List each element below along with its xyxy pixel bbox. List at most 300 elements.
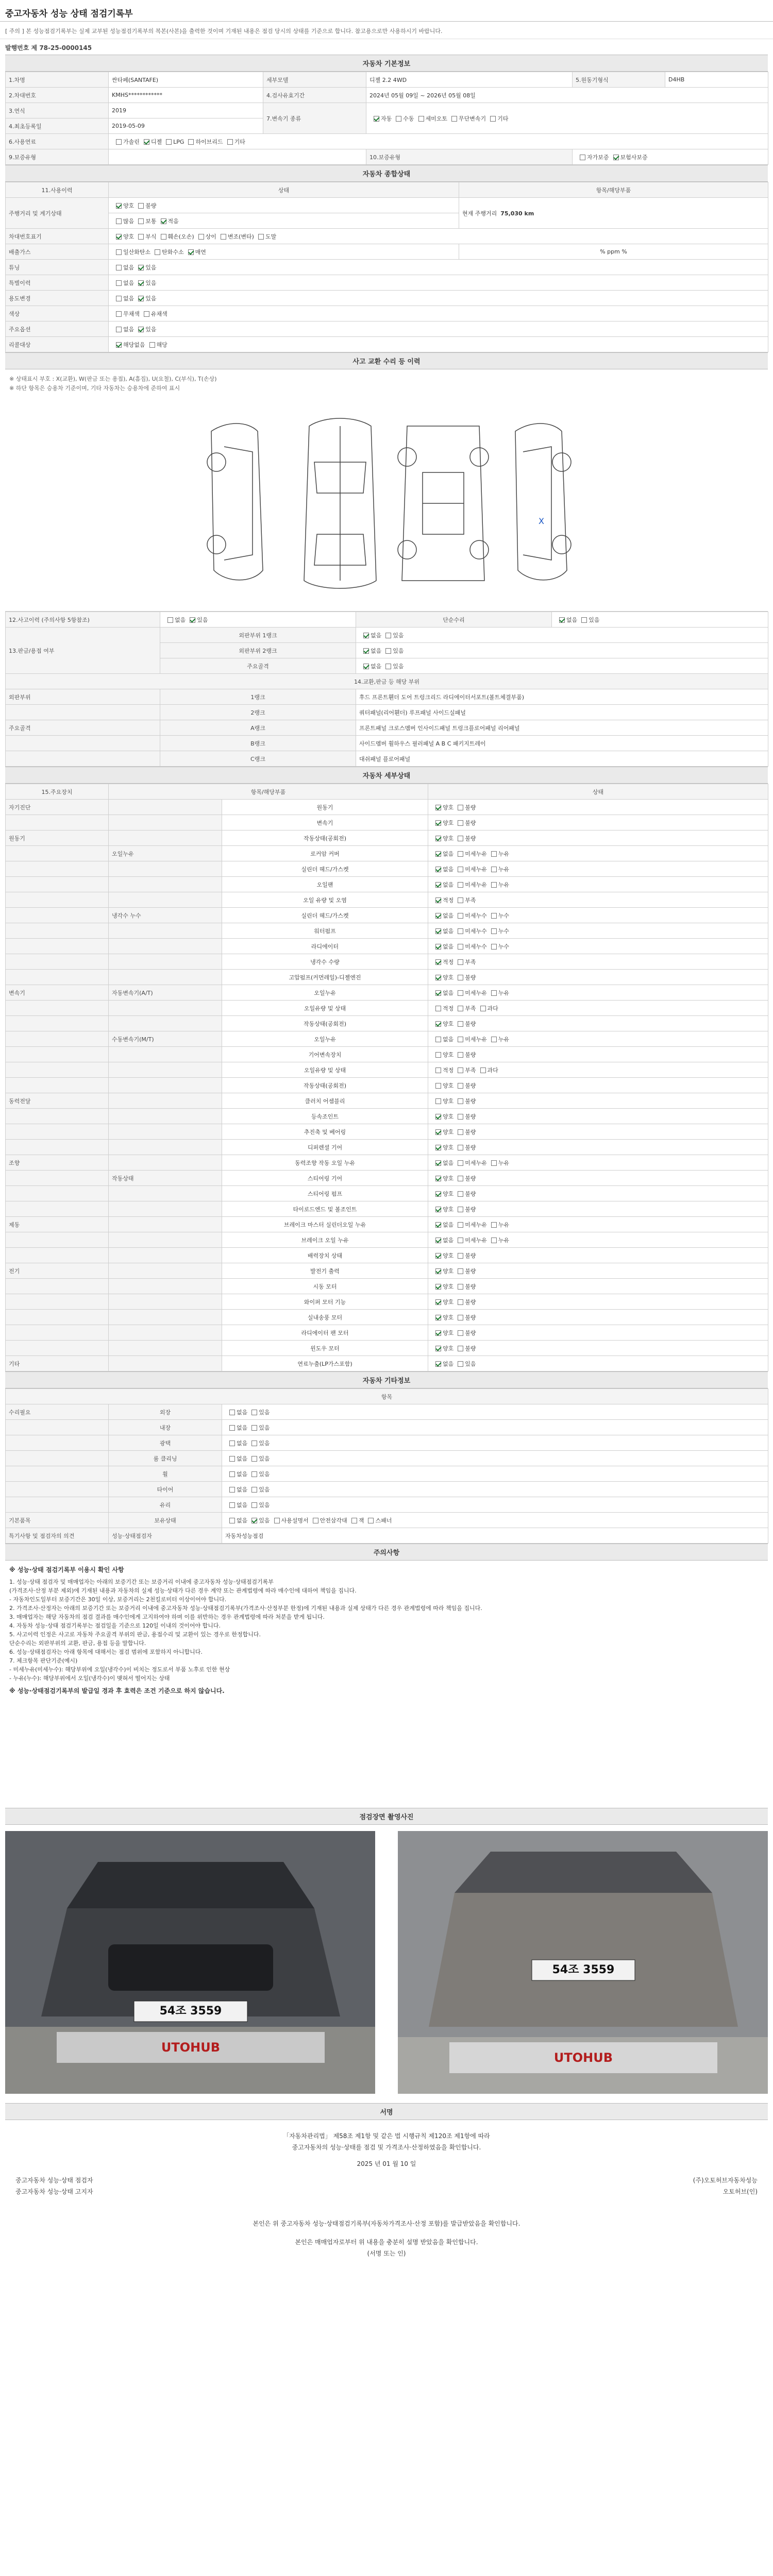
checkbox-icon[interactable] xyxy=(116,249,122,255)
checkbox-option[interactable] xyxy=(487,989,509,997)
checkbox-icon[interactable] xyxy=(458,1098,463,1104)
usage-change-options[interactable] xyxy=(109,291,768,306)
checkbox-option[interactable] xyxy=(134,279,156,287)
checkbox-icon[interactable] xyxy=(258,234,264,240)
checkbox-option[interactable] xyxy=(112,248,150,256)
checkbox-option[interactable] xyxy=(577,616,599,624)
checkbox-option[interactable] xyxy=(247,1423,270,1432)
checkbox-option[interactable] xyxy=(487,1035,509,1043)
checkbox-option[interactable] xyxy=(453,1267,476,1275)
checkbox-option[interactable] xyxy=(453,1050,476,1059)
checked-box-icon[interactable] xyxy=(435,928,441,934)
checkbox-icon[interactable] xyxy=(221,234,226,240)
checked-box-icon[interactable] xyxy=(435,836,441,841)
checkbox-icon[interactable] xyxy=(229,1456,235,1462)
exhaust-options[interactable] xyxy=(109,244,459,260)
checkbox-icon[interactable] xyxy=(458,1361,463,1367)
checkbox-option[interactable] xyxy=(112,325,134,333)
mileage-level-options[interactable] xyxy=(109,213,459,229)
checkbox-option[interactable] xyxy=(223,138,245,146)
checkbox-option[interactable] xyxy=(453,1205,476,1213)
checked-box-icon[interactable] xyxy=(363,664,369,669)
checkbox-icon[interactable] xyxy=(251,1410,257,1415)
detail-status[interactable] xyxy=(428,1201,768,1217)
checkbox-icon[interactable] xyxy=(116,311,122,317)
checkbox-option[interactable] xyxy=(431,958,453,966)
checkbox-icon[interactable] xyxy=(491,1222,497,1228)
other-options[interactable] xyxy=(222,1482,768,1497)
checkbox-option[interactable] xyxy=(431,1282,453,1291)
warranty-options[interactable] xyxy=(573,149,768,165)
checked-box-icon[interactable] xyxy=(559,617,565,623)
checkbox-icon[interactable] xyxy=(458,897,463,903)
checkbox-icon[interactable] xyxy=(229,1410,235,1415)
checkbox-option[interactable] xyxy=(453,1020,476,1028)
checked-box-icon[interactable] xyxy=(116,234,122,240)
checkbox-option[interactable] xyxy=(453,1344,476,1352)
detail-status[interactable] xyxy=(428,970,768,985)
checkbox-icon[interactable] xyxy=(229,1502,235,1508)
checkbox-option[interactable] xyxy=(576,153,609,161)
checkbox-option[interactable] xyxy=(555,616,577,624)
other-options[interactable] xyxy=(222,1497,768,1513)
checkbox-option[interactable] xyxy=(431,1143,453,1151)
checkbox-option[interactable] xyxy=(453,1190,476,1198)
checkbox-option[interactable] xyxy=(247,1516,270,1524)
detail-status[interactable] xyxy=(428,1031,768,1047)
checkbox-icon[interactable] xyxy=(458,1176,463,1181)
other-options[interactable] xyxy=(222,1420,768,1435)
checkbox-option[interactable] xyxy=(431,1004,453,1012)
checkbox-icon[interactable] xyxy=(458,1299,463,1305)
checked-box-icon[interactable] xyxy=(435,1129,441,1135)
checkbox-icon[interactable] xyxy=(396,116,401,122)
checkbox-icon[interactable] xyxy=(116,327,122,332)
detail-status[interactable] xyxy=(428,1109,768,1124)
checkbox-icon[interactable] xyxy=(251,1440,257,1446)
checkbox-option[interactable] xyxy=(112,232,134,241)
checkbox-icon[interactable] xyxy=(368,1518,374,1523)
checkbox-option[interactable] xyxy=(431,1159,453,1167)
checkbox-icon[interactable] xyxy=(458,944,463,950)
checkbox-option[interactable] xyxy=(431,1020,453,1028)
checkbox-icon[interactable] xyxy=(491,851,497,857)
checkbox-option[interactable] xyxy=(431,1112,453,1121)
checkbox-option[interactable] xyxy=(487,1236,509,1244)
checkbox-option[interactable] xyxy=(431,1205,453,1213)
checkbox-option[interactable] xyxy=(431,1066,453,1074)
checkbox-option[interactable] xyxy=(140,138,162,146)
checkbox-option[interactable] xyxy=(134,201,156,210)
detail-status[interactable] xyxy=(428,1217,768,1232)
checkbox-option[interactable] xyxy=(431,1221,453,1229)
checked-box-icon[interactable] xyxy=(435,1207,441,1212)
checkbox-icon[interactable] xyxy=(351,1518,357,1523)
checkbox-option[interactable] xyxy=(431,803,453,811)
checkbox-option[interactable] xyxy=(453,1282,476,1291)
checkbox-option[interactable] xyxy=(453,1128,476,1136)
other-options[interactable] xyxy=(222,1404,768,1420)
checked-box-icon[interactable] xyxy=(190,617,195,623)
checkbox-option[interactable] xyxy=(225,1516,247,1524)
checkbox-option[interactable] xyxy=(453,819,476,827)
checkbox-option[interactable] xyxy=(247,1470,270,1478)
checkbox-icon[interactable] xyxy=(138,218,144,224)
checkbox-icon[interactable] xyxy=(458,1145,463,1150)
checkbox-icon[interactable] xyxy=(458,1006,463,1011)
checkbox-option[interactable] xyxy=(225,1485,247,1494)
checked-box-icon[interactable] xyxy=(435,913,441,919)
checkbox-icon[interactable] xyxy=(491,944,497,950)
checkbox-option[interactable] xyxy=(414,114,448,123)
checkbox-icon[interactable] xyxy=(138,203,144,209)
checkbox-icon[interactable] xyxy=(458,820,463,826)
checkbox-option[interactable] xyxy=(431,1313,453,1321)
detail-status[interactable] xyxy=(428,1263,768,1279)
detail-status[interactable] xyxy=(428,1124,768,1140)
checkbox-icon[interactable] xyxy=(458,1268,463,1274)
detail-status[interactable] xyxy=(428,1325,768,1341)
checkbox-option[interactable] xyxy=(134,263,156,272)
vin-mark-options[interactable] xyxy=(109,229,768,244)
detail-status[interactable] xyxy=(428,846,768,861)
checkbox-icon[interactable] xyxy=(229,1471,235,1477)
checkbox-option[interactable] xyxy=(254,232,276,241)
checkbox-icon[interactable] xyxy=(251,1456,257,1462)
checkbox-option[interactable] xyxy=(453,1066,476,1074)
checkbox-option[interactable] xyxy=(216,232,254,241)
checkbox-icon[interactable] xyxy=(116,265,122,270)
checkbox-option[interactable] xyxy=(381,647,404,655)
checkbox-option[interactable] xyxy=(247,1485,270,1494)
checkbox-option[interactable] xyxy=(194,232,216,241)
checkbox-icon[interactable] xyxy=(385,633,391,638)
checkbox-icon[interactable] xyxy=(435,1083,441,1089)
checkbox-option[interactable] xyxy=(453,1143,476,1151)
detail-status[interactable] xyxy=(428,877,768,892)
checkbox-option[interactable] xyxy=(431,1344,453,1352)
checkbox-option[interactable] xyxy=(453,1174,476,1182)
other-options[interactable] xyxy=(222,1451,768,1466)
checkbox-option[interactable] xyxy=(453,1097,476,1105)
checked-box-icon[interactable] xyxy=(435,805,441,810)
checkbox-icon[interactable] xyxy=(385,648,391,654)
checkbox-icon[interactable] xyxy=(491,913,497,919)
checked-box-icon[interactable] xyxy=(435,1114,441,1120)
special-options[interactable] xyxy=(109,275,768,291)
checkbox-icon[interactable] xyxy=(251,1487,257,1493)
checkbox-option[interactable] xyxy=(453,1159,487,1167)
checkbox-icon[interactable] xyxy=(480,1006,486,1011)
checkbox-icon[interactable] xyxy=(458,851,463,857)
checkbox-icon[interactable] xyxy=(198,234,204,240)
detail-status[interactable] xyxy=(428,861,768,877)
detail-status[interactable] xyxy=(428,1016,768,1031)
checkbox-icon[interactable] xyxy=(116,218,122,224)
checked-box-icon[interactable] xyxy=(435,1021,441,1027)
detail-status[interactable] xyxy=(428,892,768,908)
checkbox-icon[interactable] xyxy=(155,249,160,255)
checkbox-option[interactable] xyxy=(453,1221,487,1229)
checkbox-option[interactable] xyxy=(431,1174,453,1182)
checkbox-option[interactable] xyxy=(453,1035,487,1043)
transmission-options[interactable] xyxy=(366,103,768,134)
checkbox-icon[interactable] xyxy=(435,1052,441,1058)
rank1-options[interactable] xyxy=(356,628,768,643)
checkbox-icon[interactable] xyxy=(251,1471,257,1477)
checkbox-option[interactable] xyxy=(453,1112,476,1121)
checkbox-icon[interactable] xyxy=(458,1129,463,1135)
checked-box-icon[interactable] xyxy=(435,1268,441,1274)
detail-status[interactable] xyxy=(428,1062,768,1078)
checkbox-option[interactable] xyxy=(453,896,476,904)
checkbox-option[interactable] xyxy=(487,942,509,951)
checked-box-icon[interactable] xyxy=(435,1191,441,1197)
checkbox-icon[interactable] xyxy=(116,296,122,301)
checkbox-option[interactable] xyxy=(431,850,453,858)
checkbox-option[interactable] xyxy=(247,1454,270,1463)
checked-box-icon[interactable] xyxy=(435,975,441,980)
checkbox-icon[interactable] xyxy=(491,1238,497,1243)
checkbox-option[interactable] xyxy=(112,310,140,318)
checked-box-icon[interactable] xyxy=(435,1253,441,1259)
checkbox-option[interactable] xyxy=(431,1251,453,1260)
checkbox-option[interactable] xyxy=(157,232,194,241)
checkbox-icon[interactable] xyxy=(458,1222,463,1228)
checked-box-icon[interactable] xyxy=(138,327,144,332)
checkbox-icon[interactable] xyxy=(161,234,166,240)
checkbox-option[interactable] xyxy=(134,232,156,241)
checkbox-icon[interactable] xyxy=(458,1315,463,1320)
checkbox-icon[interactable] xyxy=(229,1518,235,1523)
detail-status[interactable] xyxy=(428,954,768,970)
checkbox-option[interactable] xyxy=(431,896,453,904)
checkbox-icon[interactable] xyxy=(491,867,497,872)
checkbox-icon[interactable] xyxy=(491,928,497,934)
checkbox-icon[interactable] xyxy=(458,1207,463,1212)
checkbox-option[interactable] xyxy=(134,217,156,225)
checkbox-icon[interactable] xyxy=(458,867,463,872)
checkbox-option[interactable] xyxy=(453,865,487,873)
checkbox-option[interactable] xyxy=(431,865,453,873)
detail-status[interactable] xyxy=(428,1093,768,1109)
checkbox-icon[interactable] xyxy=(458,1021,463,1027)
checkbox-option[interactable] xyxy=(184,248,206,256)
detail-status[interactable] xyxy=(428,1186,768,1201)
checkbox-icon[interactable] xyxy=(435,1098,441,1104)
checkbox-icon[interactable] xyxy=(435,1037,441,1042)
checkbox-icon[interactable] xyxy=(458,1083,463,1089)
checked-box-icon[interactable] xyxy=(435,820,441,826)
checkbox-icon[interactable] xyxy=(458,1253,463,1259)
checkbox-icon[interactable] xyxy=(149,342,155,348)
checkbox-option[interactable] xyxy=(134,325,156,333)
checkbox-option[interactable] xyxy=(431,973,453,981)
checkbox-option[interactable] xyxy=(112,294,134,302)
checkbox-option[interactable] xyxy=(453,1081,476,1090)
checkbox-option[interactable] xyxy=(609,153,648,161)
checkbox-icon[interactable] xyxy=(458,1052,463,1058)
checkbox-option[interactable] xyxy=(431,1236,453,1244)
checked-box-icon[interactable] xyxy=(161,218,166,224)
checkbox-icon[interactable] xyxy=(274,1518,280,1523)
checkbox-icon[interactable] xyxy=(251,1502,257,1508)
checked-box-icon[interactable] xyxy=(435,1176,441,1181)
checkbox-icon[interactable] xyxy=(458,882,463,888)
tuning-options[interactable] xyxy=(109,260,768,275)
fuel-options[interactable] xyxy=(109,134,768,149)
checked-box-icon[interactable] xyxy=(251,1518,257,1523)
checkbox-option[interactable] xyxy=(431,1097,453,1105)
checkbox-option[interactable] xyxy=(225,1408,247,1416)
checked-box-icon[interactable] xyxy=(138,296,144,301)
simple-repair-options[interactable] xyxy=(552,612,768,628)
checkbox-option[interactable] xyxy=(225,1470,247,1478)
checkbox-option[interactable] xyxy=(347,1516,364,1524)
checkbox-option[interactable] xyxy=(486,114,508,123)
checked-box-icon[interactable] xyxy=(144,139,149,145)
checkbox-option[interactable] xyxy=(487,911,509,920)
checkbox-option[interactable] xyxy=(431,1267,453,1275)
checked-box-icon[interactable] xyxy=(613,155,619,160)
checkbox-option[interactable] xyxy=(184,138,223,146)
checkbox-option[interactable] xyxy=(270,1516,309,1524)
checkbox-option[interactable] xyxy=(392,114,414,123)
checkbox-icon[interactable] xyxy=(229,1440,235,1446)
checkbox-option[interactable] xyxy=(453,989,487,997)
checkbox-icon[interactable] xyxy=(167,617,173,623)
checkbox-icon[interactable] xyxy=(480,1067,486,1073)
detail-status[interactable] xyxy=(428,800,768,815)
checkbox-icon[interactable] xyxy=(458,1067,463,1073)
checked-box-icon[interactable] xyxy=(363,633,369,638)
checkbox-icon[interactable] xyxy=(435,1006,441,1011)
checked-box-icon[interactable] xyxy=(138,265,144,270)
checkbox-icon[interactable] xyxy=(458,1037,463,1042)
detail-status[interactable] xyxy=(428,923,768,939)
checkbox-icon[interactable] xyxy=(458,805,463,810)
checkbox-option[interactable] xyxy=(431,1190,453,1198)
checkbox-option[interactable] xyxy=(453,1298,476,1306)
checkbox-option[interactable] xyxy=(112,263,134,272)
checked-box-icon[interactable] xyxy=(435,1299,441,1305)
checkbox-icon[interactable] xyxy=(458,928,463,934)
other-options[interactable] xyxy=(222,1513,768,1528)
checkbox-icon[interactable] xyxy=(313,1518,318,1523)
checkbox-option[interactable] xyxy=(225,1423,247,1432)
detail-status[interactable] xyxy=(428,939,768,954)
checkbox-option[interactable] xyxy=(487,1221,509,1229)
checkbox-option[interactable] xyxy=(112,341,145,349)
checked-box-icon[interactable] xyxy=(138,280,144,286)
checkbox-option[interactable] xyxy=(247,1439,270,1447)
detail-status[interactable] xyxy=(428,1279,768,1294)
checked-box-icon[interactable] xyxy=(435,1284,441,1290)
checkbox-option[interactable] xyxy=(453,958,476,966)
checkbox-option[interactable] xyxy=(162,139,184,145)
checkbox-icon[interactable] xyxy=(458,975,463,980)
checkbox-icon[interactable] xyxy=(458,1191,463,1197)
checkbox-option[interactable] xyxy=(359,647,381,655)
checkbox-icon[interactable] xyxy=(451,116,457,122)
color-options[interactable] xyxy=(109,306,768,321)
checkbox-option[interactable] xyxy=(453,803,476,811)
checkbox-option[interactable] xyxy=(431,1050,453,1059)
other-options[interactable] xyxy=(222,1435,768,1451)
checkbox-icon[interactable] xyxy=(116,280,122,286)
checkbox-icon[interactable] xyxy=(458,913,463,919)
checkbox-option[interactable] xyxy=(453,973,476,981)
checkbox-icon[interactable] xyxy=(251,1425,257,1431)
checkbox-option[interactable] xyxy=(134,294,156,302)
checked-box-icon[interactable] xyxy=(435,1222,441,1228)
checkbox-option[interactable] xyxy=(476,1066,498,1074)
checked-box-icon[interactable] xyxy=(363,648,369,654)
other-options[interactable] xyxy=(222,1466,768,1482)
checkbox-option[interactable] xyxy=(431,989,453,997)
checkbox-option[interactable] xyxy=(359,631,381,639)
checkbox-option[interactable] xyxy=(431,834,453,842)
detail-status[interactable] xyxy=(428,1294,768,1310)
checkbox-option[interactable] xyxy=(487,865,509,873)
checkbox-option[interactable] xyxy=(431,1298,453,1306)
checkbox-option[interactable] xyxy=(487,850,509,858)
checkbox-option[interactable] xyxy=(369,114,392,123)
checked-box-icon[interactable] xyxy=(435,1238,441,1243)
checkbox-option[interactable] xyxy=(112,201,134,210)
checkbox-option[interactable] xyxy=(453,1360,476,1368)
checkbox-option[interactable] xyxy=(453,942,487,951)
frame-options[interactable] xyxy=(356,658,768,674)
checkbox-option[interactable] xyxy=(163,616,186,624)
detail-status[interactable] xyxy=(428,815,768,831)
checkbox-icon[interactable] xyxy=(229,1425,235,1431)
detail-status[interactable] xyxy=(428,1310,768,1325)
checkbox-option[interactable] xyxy=(453,911,487,920)
checked-box-icon[interactable] xyxy=(435,944,441,950)
checkbox-option[interactable] xyxy=(453,927,487,935)
checked-box-icon[interactable] xyxy=(188,249,194,255)
checked-box-icon[interactable] xyxy=(435,1330,441,1336)
checkbox-icon[interactable] xyxy=(166,139,172,145)
checkbox-option[interactable] xyxy=(487,927,509,935)
accident-options[interactable] xyxy=(160,612,356,628)
checked-box-icon[interactable] xyxy=(116,203,122,209)
checkbox-option[interactable] xyxy=(381,662,404,670)
checkbox-icon[interactable] xyxy=(138,234,144,240)
checkbox-icon[interactable] xyxy=(144,311,149,317)
checkbox-icon[interactable] xyxy=(458,959,463,965)
checkbox-option[interactable] xyxy=(453,1313,476,1321)
checkbox-icon[interactable] xyxy=(458,1238,463,1243)
checkbox-option[interactable] xyxy=(186,616,208,624)
checkbox-option[interactable] xyxy=(453,1236,487,1244)
checkbox-option[interactable] xyxy=(431,1128,453,1136)
checkbox-option[interactable] xyxy=(476,1004,498,1012)
checked-box-icon[interactable] xyxy=(435,851,441,857)
checked-box-icon[interactable] xyxy=(435,1160,441,1166)
checked-box-icon[interactable] xyxy=(435,1315,441,1320)
checkbox-option[interactable] xyxy=(157,217,179,225)
checkbox-option[interactable] xyxy=(431,880,453,889)
checkbox-option[interactable] xyxy=(431,1081,453,1090)
detail-status[interactable] xyxy=(428,985,768,1001)
checkbox-option[interactable] xyxy=(453,1004,476,1012)
checkbox-option[interactable] xyxy=(431,942,453,951)
checkbox-icon[interactable] xyxy=(581,617,587,623)
detail-status[interactable] xyxy=(428,831,768,846)
checkbox-icon[interactable] xyxy=(491,882,497,888)
